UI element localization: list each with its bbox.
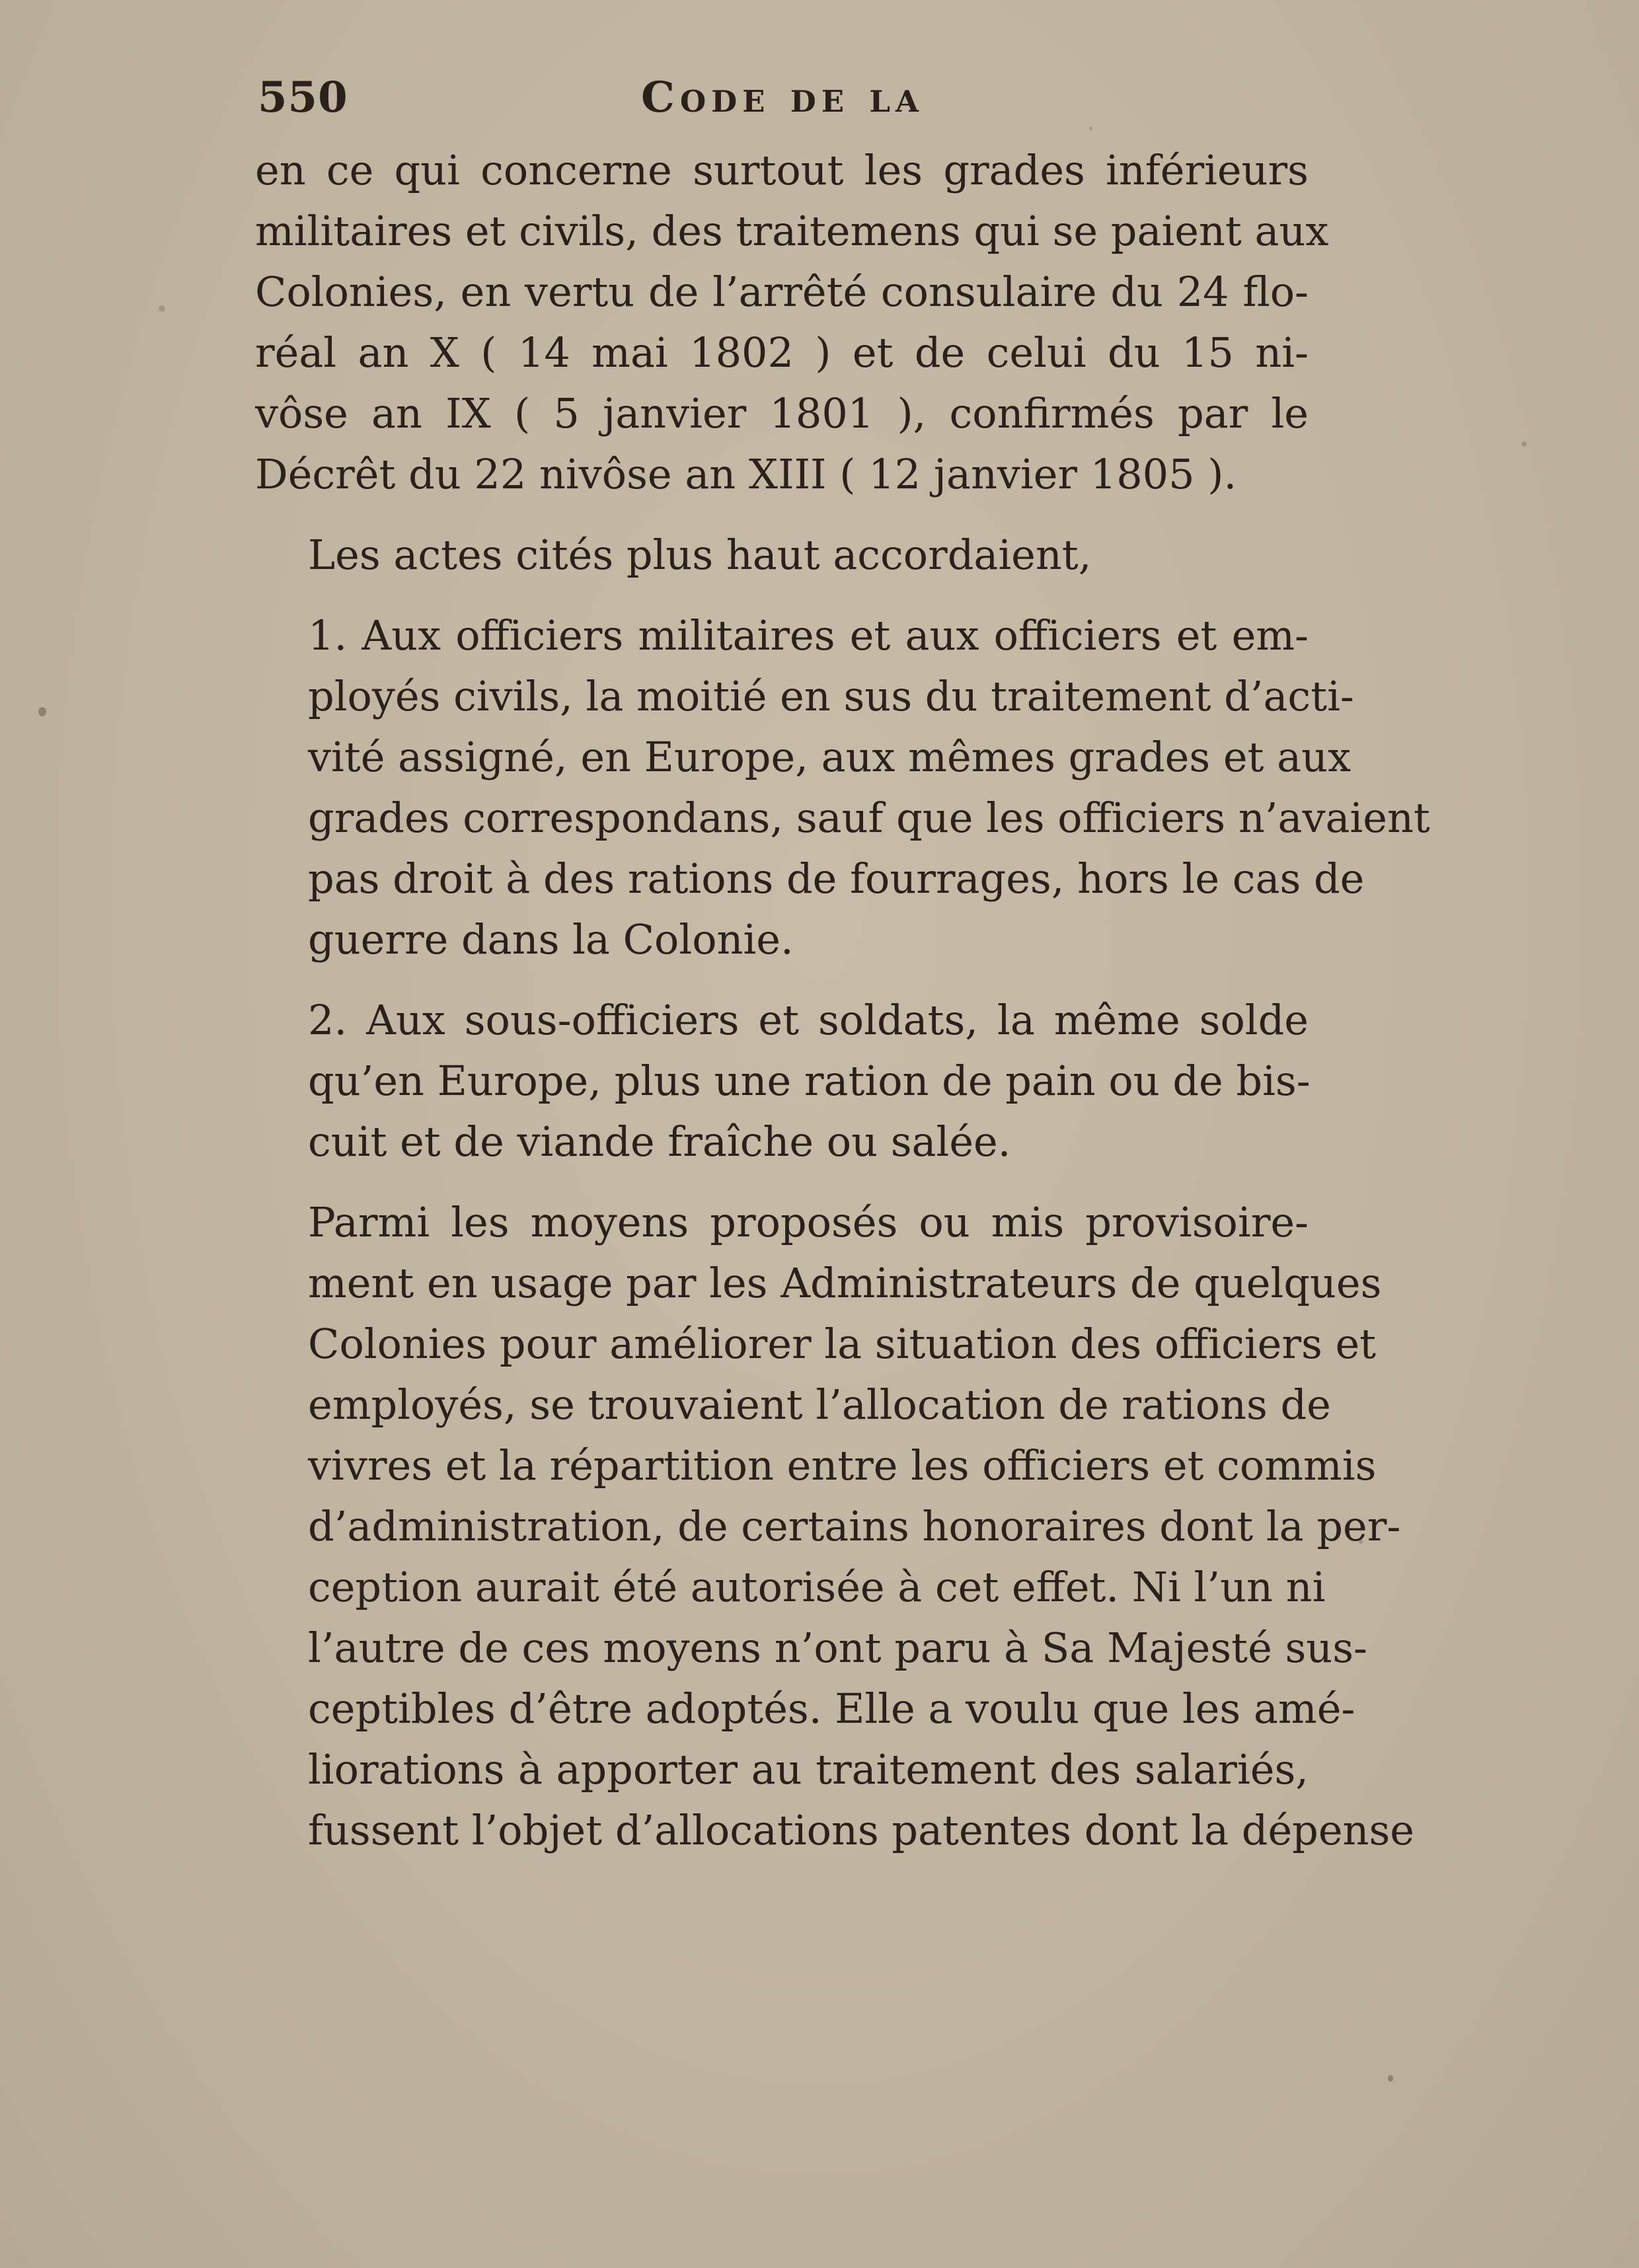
- paper-speck: [1388, 2075, 1393, 2082]
- page-header: [258, 66, 1309, 139]
- text-line: l’autre de ces moyens n’ont paru à Sa Majesté sus-: [308, 1624, 1367, 1672]
- text-line: Colonies pour améliorer la situation des officiers et: [308, 1320, 1377, 1368]
- text-line: guerre dans la Colonie.: [308, 915, 794, 964]
- text-line: grades correspondans, sauf que les officiers n’avaient: [308, 794, 1430, 842]
- text-line: Décrêt du 22 nivôse an XIII ( 12 janvier 1805 ).: [255, 450, 1237, 498]
- text-line: ployés civils, la moitié en sus du traitement d’acti-: [308, 672, 1354, 720]
- text-line: Colonies, en vertu de l’arrêté consulaire du 24 flo-: [255, 268, 1309, 316]
- paragraph-2: [255, 525, 1309, 586]
- paper-speck: [1089, 127, 1092, 130]
- text-line: cuit et de viande fraîche ou salée.: [308, 1117, 1011, 1166]
- text-line: pas droit à des rations de fourrages, hors le cas de: [308, 854, 1365, 903]
- text-line: 2. Aux sous-officiers et soldats, la même solde: [308, 996, 1309, 1044]
- text-line: employés, se trouvaient l’allocation de rations de: [308, 1380, 1331, 1429]
- text-line: d’administration, de certains honoraires dont la per-: [308, 1502, 1401, 1550]
- page-number: 550: [258, 73, 348, 122]
- paper-speck: [1359, 1540, 1363, 1544]
- text-line: vivres et la répartition entre les officiers et commis: [308, 1441, 1377, 1490]
- text-line: liorations à apporter au traitement des salariés,: [308, 1745, 1309, 1794]
- paragraph-1: [255, 140, 1329, 505]
- paragraph-5: [255, 1192, 1414, 1861]
- paragraph-4: [255, 990, 1309, 1172]
- text-line: militaires et civils, des traitemens qui se paient aux: [255, 207, 1329, 255]
- paper-speck: [1521, 441, 1527, 447]
- text-line: Parmi les moyens proposés ou mis provisoire-: [308, 1198, 1309, 1246]
- paper-speck: [159, 305, 165, 312]
- text-line: ment en usage par les Administrateurs de quelques: [308, 1259, 1382, 1307]
- paper-speck: [38, 707, 46, 716]
- text-line: vité assigné, en Europe, aux mêmes grades et aux: [308, 733, 1352, 781]
- text-line: fussent l’objet d’allocations patentes dont la dépense: [308, 1806, 1414, 1854]
- text-line: en ce qui concerne surtout les grades inférieurs: [255, 146, 1309, 194]
- text-line: réal an X ( 14 mai 1802 ) et de celui du 15 ni-: [255, 328, 1309, 377]
- paragraph-3: [255, 605, 1430, 970]
- text-line: vôse an IX ( 5 janvier 1801 ), confirmés par le: [255, 389, 1309, 437]
- running-title: Code de la: [641, 73, 924, 122]
- text-line: ception aurait été autorisée à cet effet. Ni l’un ni: [308, 1563, 1326, 1611]
- text-line: qu’en Europe, plus une ration de pain ou de bis-: [308, 1057, 1311, 1105]
- text-line: ceptibles d’être adoptés. Elle a voulu que les amé-: [308, 1684, 1355, 1733]
- text-line: Les actes cités plus haut accordaient,: [308, 531, 1092, 579]
- body-text: [255, 140, 1430, 1861]
- text-line: 1. Aux officiers militaires et aux officiers et em-: [308, 611, 1309, 660]
